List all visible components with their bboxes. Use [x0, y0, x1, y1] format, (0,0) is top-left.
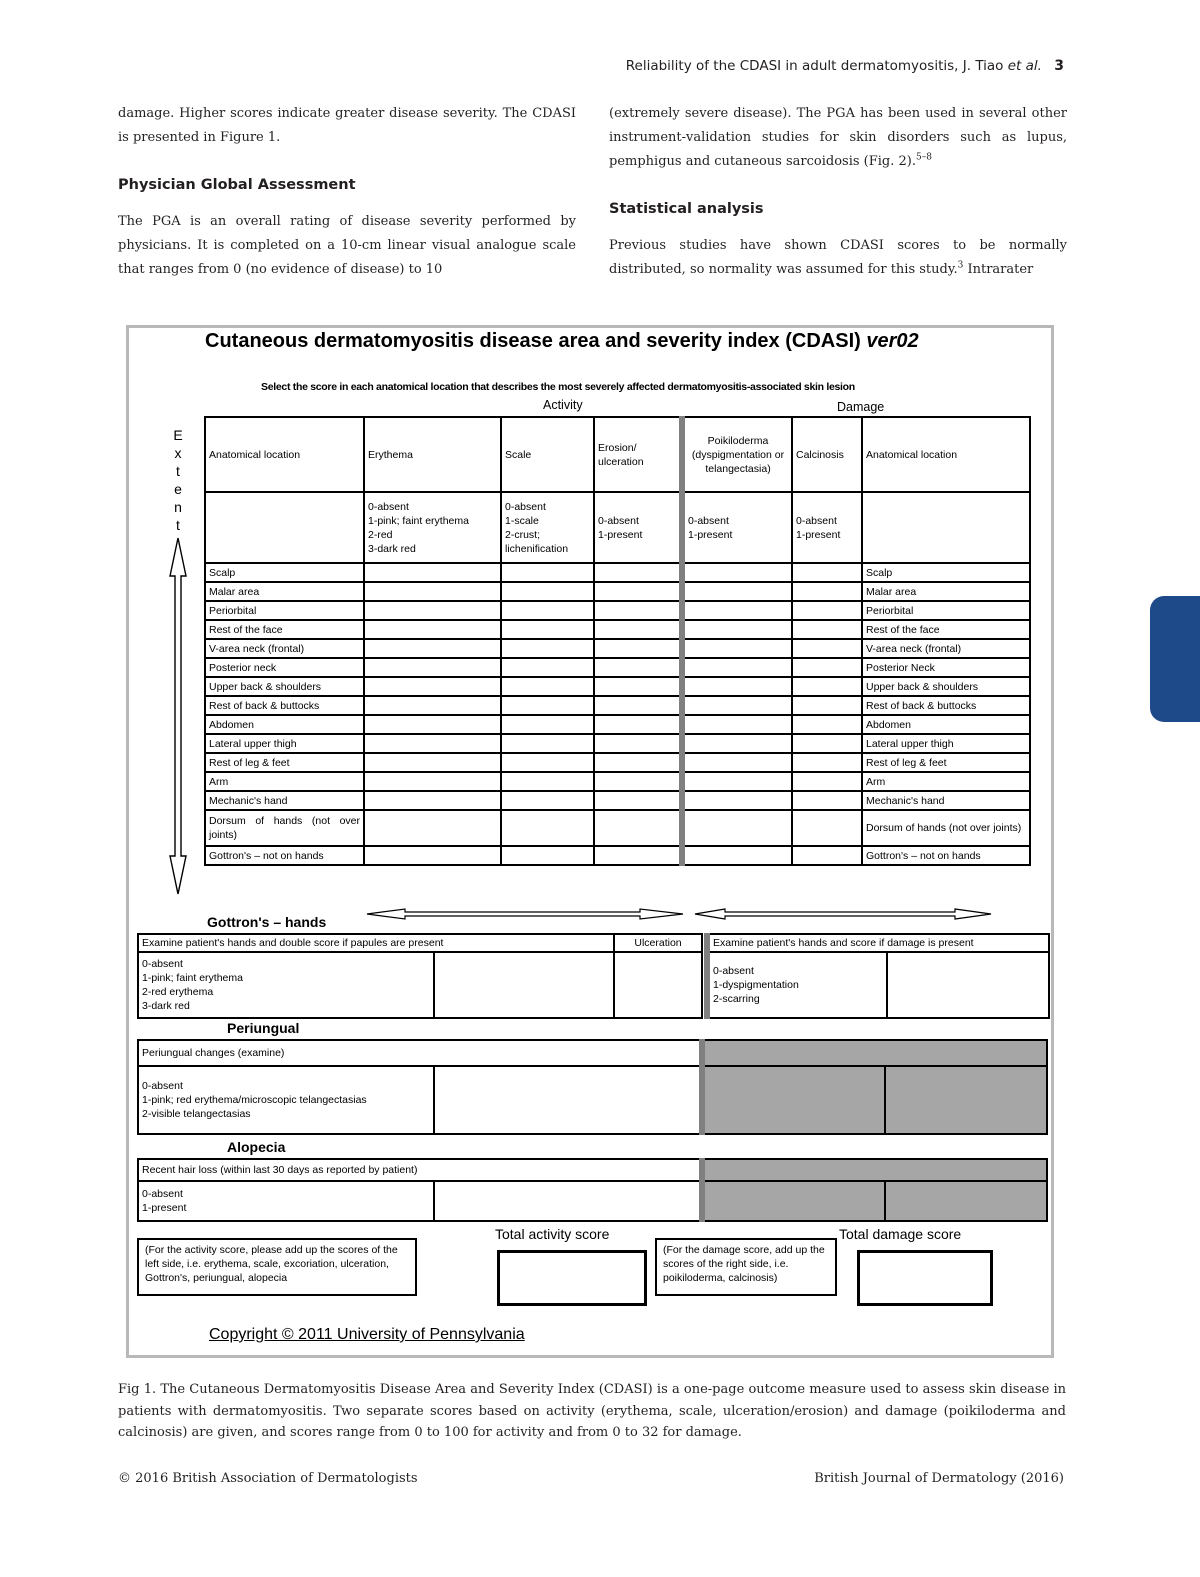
extent-arrow-icon [167, 536, 189, 896]
extent-letter: t [176, 517, 180, 533]
calcinosis-score-cell[interactable] [792, 639, 862, 658]
location-label-right: Lateral upper thigh [862, 734, 1030, 753]
erosion-scores [594, 492, 682, 563]
erythema-score-cell[interactable] [364, 791, 501, 810]
location-label-right: Gottron's – not on hands [862, 846, 1030, 865]
erythema-score-cell[interactable] [364, 846, 501, 865]
calcinosis-score-cell[interactable] [792, 620, 862, 639]
section-heading-statistical: Statistical analysis [609, 201, 764, 217]
header-erythema: Erythema [364, 417, 501, 492]
score-option: 1-pink; faint erythema [368, 514, 469, 527]
header-anatomical-location: Anatomical location [205, 417, 364, 492]
location-label: Abdomen [205, 715, 364, 734]
poikiloderma-score-cell[interactable] [682, 753, 792, 772]
location-label-right: Abdomen [862, 715, 1030, 734]
poikiloderma-score-cell[interactable] [682, 563, 792, 582]
calcinosis-score-cell[interactable] [792, 772, 862, 791]
figure-caption [118, 1379, 1066, 1444]
gottron-hands-title: Gottron's – hands [207, 914, 327, 930]
table-row [205, 791, 1030, 810]
score-option: 1-present [796, 528, 841, 541]
gottron-activity-table [137, 933, 703, 1019]
location-label: Upper back & shoulders [205, 677, 364, 696]
alopecia-gray-cell [702, 1181, 885, 1221]
poikiloderma-score-cell[interactable] [682, 715, 792, 734]
location-label-right: Rest of back & buttocks [862, 696, 1030, 715]
erosion-score-cell[interactable] [594, 601, 682, 620]
figure-title-version: ver02 [866, 330, 919, 352]
erosion-score-cell[interactable] [594, 753, 682, 772]
header-scale: Scale [501, 417, 594, 492]
score-option: 0-absent [142, 1080, 183, 1092]
erosion-score-cell[interactable] [594, 658, 682, 677]
gottron-damage-instruction: Examine patient's hands and score if damage is present [707, 934, 1049, 952]
calcinosis-score-cell[interactable] [792, 696, 862, 715]
right-paragraph-2 [609, 234, 1067, 282]
gottron-activity-scores [138, 952, 434, 1018]
location-label-right: Mechanic's hand [862, 791, 1030, 810]
erythema-score-cell[interactable] [364, 753, 501, 772]
calcinosis-score-cell[interactable] [792, 846, 862, 865]
location-label: Gottron's – not on hands [205, 846, 364, 865]
figure-subtitle: Select the score in each anatomical location that describes the most severely affected dermatomyositis-associated skin lesion [261, 381, 855, 393]
erosion-score-cell[interactable] [594, 696, 682, 715]
table-row [205, 753, 1030, 772]
erythema-score-cell[interactable] [364, 639, 501, 658]
score-option: 2-crust; [505, 528, 541, 541]
erythema-score-cell[interactable] [364, 658, 501, 677]
periungual-instruction: Periungual changes (examine) [138, 1040, 702, 1066]
alopecia-instruction: Recent hair loss (within last 30 days as reported by patient) [138, 1159, 702, 1181]
table-row [205, 639, 1030, 658]
scale-score-cell[interactable] [501, 846, 594, 865]
alopecia-table [137, 1158, 1048, 1222]
location-label: Periorbital [205, 601, 364, 620]
running-head [626, 58, 1064, 74]
copyright: Copyright © 2011 University of Pennsylvania [209, 1326, 525, 1343]
table-row [205, 658, 1030, 677]
calcinosis-score-cell[interactable] [792, 791, 862, 810]
scale-score-cell[interactable] [501, 620, 594, 639]
score-legend-row [205, 492, 1030, 563]
erosion-score-cell[interactable] [594, 582, 682, 601]
right-paragraph-1 [609, 102, 1067, 174]
header-anatomical-location-right: Anatomical location [862, 417, 1030, 492]
table-row [205, 620, 1030, 639]
calcinosis-score-cell[interactable] [792, 677, 862, 696]
poikiloderma-score-cell[interactable] [682, 601, 792, 620]
score-option: 0-absent [142, 1188, 183, 1200]
erosion-score-cell[interactable] [594, 677, 682, 696]
score-option: 1-present [688, 528, 733, 541]
erosion-score-cell[interactable] [594, 620, 682, 639]
calcinosis-score-cell[interactable] [792, 810, 862, 846]
header-row [205, 417, 1030, 492]
location-label-right: Upper back & shoulders [862, 677, 1030, 696]
erythema-score-cell[interactable] [364, 810, 501, 846]
location-label-right: Rest of the face [862, 620, 1030, 639]
calcinosis-score-cell[interactable] [792, 582, 862, 601]
left-column [118, 102, 576, 282]
score-option: 3-dark red [142, 1000, 190, 1012]
damage-score-note: (For the damage score, add up the scores of the right side, i.e. poikiloderma, calcinosis) [655, 1238, 837, 1296]
cdasi-figure [126, 325, 1054, 1358]
legend-empty [205, 492, 364, 563]
scale-score-cell[interactable] [501, 772, 594, 791]
extent-letter: e [174, 481, 182, 497]
calcinosis-score-cell[interactable] [792, 601, 862, 620]
score-option: 0-absent [142, 958, 183, 970]
score-option: 0-absent [688, 514, 729, 527]
running-head-etal: et al. [1007, 58, 1042, 74]
scale-score-cell[interactable] [501, 677, 594, 696]
scale-score-cell[interactable] [501, 639, 594, 658]
score-option: 1-present [598, 528, 643, 541]
location-label: Lateral upper thigh [205, 734, 364, 753]
column-connector-arrows-icon [365, 906, 995, 922]
section-side-tab [1150, 596, 1200, 722]
score-option: 0-absent [796, 514, 837, 527]
right-paragraph-1-text: (extremely severe disease). The PGA has been used in several other instrument-validation studies for skin disorders such as lupus, pemphigus and cutaneous sarcoidosis (Fig. 2). [609, 106, 1067, 169]
figure-title [205, 330, 919, 352]
erythema-score-cell[interactable] [364, 582, 501, 601]
cdasi-main-table [204, 416, 1031, 866]
footer-right: British Journal of Dermatology (2016) [814, 1471, 1064, 1486]
gottron-ulceration-cell[interactable] [614, 952, 702, 1018]
location-label: Mechanic's hand [205, 791, 364, 810]
score-option: lichenification [505, 542, 569, 555]
extent-letter: n [174, 499, 182, 515]
table-row [205, 563, 1030, 582]
gottron-damage-table [704, 933, 1050, 1019]
location-label: Rest of the face [205, 620, 364, 639]
right-paragraph-2-end: Intrarater [963, 262, 1034, 277]
page-number: 3 [1054, 58, 1064, 74]
ref-5-8: 5–8 [915, 152, 932, 163]
calcinosis-scores [792, 492, 862, 563]
ref-3: 3 [957, 260, 964, 271]
gottron-instruction: Examine patient's hands and double score if papules are present [138, 934, 614, 952]
location-label: Scalp [205, 563, 364, 582]
location-label: Arm [205, 772, 364, 791]
location-label-right: Rest of leg & feet [862, 753, 1030, 772]
poikiloderma-score-cell[interactable] [682, 772, 792, 791]
activity-score-note: (For the activity score, please add up the scores of the left side, i.e. erythema, scale, excoriation, ulceration, Gottron's, periungual, alopecia [137, 1238, 417, 1296]
scale-scores [501, 492, 594, 563]
table-row [205, 582, 1030, 601]
erosion-score-cell[interactable] [594, 734, 682, 753]
total-activity-label: Total activity score [495, 1226, 610, 1242]
extent-letter: t [176, 463, 180, 479]
activity-label: Activity [543, 398, 583, 412]
periungual-title: Periungual [227, 1020, 300, 1036]
damage-label: Damage [837, 400, 885, 414]
poikiloderma-score-cell[interactable] [682, 846, 792, 865]
score-option: 1-pink; red erythema/microscopic telangectasias [142, 1094, 367, 1106]
erosion-score-cell[interactable] [594, 563, 682, 582]
table-row [205, 734, 1030, 753]
calcinosis-score-cell[interactable] [792, 658, 862, 677]
score-option: 3-dark red [368, 542, 416, 555]
location-label-right: Scalp [862, 563, 1030, 582]
left-paragraph-2: The PGA is an overall rating of disease severity performed by physicians. It is completed on a 10-cm linear visual analogue scale that ranges from 0 (no evidence of disease) to 10 [118, 214, 576, 277]
score-option: 1-dyspigmentation [713, 979, 799, 991]
location-label-right: Malar area [862, 582, 1030, 601]
erythema-score-cell[interactable] [364, 715, 501, 734]
erythema-scores [364, 492, 501, 563]
calcinosis-score-cell[interactable] [792, 734, 862, 753]
erosion-score-cell[interactable] [594, 715, 682, 734]
scale-score-cell[interactable] [501, 582, 594, 601]
header-poikiloderma: Poikiloderma (dyspigmentation or telangectasia) [682, 417, 792, 492]
legend-empty-right [862, 492, 1030, 563]
erythema-score-cell[interactable] [364, 772, 501, 791]
poikiloderma-score-cell[interactable] [682, 677, 792, 696]
gottron-score-cell[interactable] [434, 952, 614, 1018]
location-label-right: V-area neck (frontal) [862, 639, 1030, 658]
right-column [609, 102, 1067, 282]
location-label-right: Periorbital [862, 601, 1030, 620]
scale-score-cell[interactable] [501, 753, 594, 772]
scale-score-cell[interactable] [501, 658, 594, 677]
location-label-right: Posterior Neck [862, 658, 1030, 677]
scale-score-cell[interactable] [501, 791, 594, 810]
footer-left: © 2016 British Association of Dermatologists [118, 1471, 418, 1486]
running-head-text: Reliability of the CDASI in adult dermatomyositis, J. Tiao [625, 58, 1004, 74]
alopecia-gray-cell [885, 1181, 1047, 1221]
periungual-score-cell[interactable] [434, 1066, 702, 1134]
scale-score-cell[interactable] [501, 715, 594, 734]
poikiloderma-score-cell[interactable] [682, 582, 792, 601]
erythema-score-cell[interactable] [364, 620, 501, 639]
calcinosis-score-cell[interactable] [792, 753, 862, 772]
extent-letter: E [173, 427, 183, 443]
erosion-score-cell[interactable] [594, 846, 682, 865]
poikiloderma-score-cell[interactable] [682, 658, 792, 677]
periungual-table [137, 1039, 1048, 1135]
score-option: 0-absent [368, 500, 409, 513]
scale-score-cell[interactable] [501, 734, 594, 753]
location-label: Rest of leg & feet [205, 753, 364, 772]
location-label-right: Dorsum of hands (not over joints) [862, 810, 1030, 846]
table-row [205, 846, 1030, 865]
calcinosis-score-cell[interactable] [792, 715, 862, 734]
poikiloderma-score-cell[interactable] [682, 696, 792, 715]
erythema-score-cell[interactable] [364, 677, 501, 696]
score-option: 0-absent [713, 965, 754, 977]
poikiloderma-score-cell[interactable] [682, 810, 792, 846]
section-heading-pga: Physician Global Assessment [118, 177, 356, 193]
extent-label [171, 426, 185, 534]
score-option: 1-pink; faint erythema [142, 972, 243, 984]
gottron-damage-cell[interactable] [887, 952, 1049, 1018]
erosion-score-cell[interactable] [594, 810, 682, 846]
location-label: Posterior neck [205, 658, 364, 677]
location-label-right: Arm [862, 772, 1030, 791]
erythema-score-cell[interactable] [364, 563, 501, 582]
location-label: Malar area [205, 582, 364, 601]
total-damage-label: Total damage score [839, 1226, 962, 1242]
total-activity-score-box[interactable] [497, 1250, 647, 1306]
periungual-gray-cell [885, 1066, 1047, 1134]
score-option: 1-scale [505, 514, 539, 527]
erosion-score-cell[interactable] [594, 639, 682, 658]
erythema-score-cell[interactable] [364, 696, 501, 715]
scale-score-cell[interactable] [501, 696, 594, 715]
poikiloderma-scores [682, 492, 792, 563]
table-row [205, 677, 1030, 696]
score-option: 2-red erythema [142, 986, 214, 998]
location-label: Rest of back & buttocks [205, 696, 364, 715]
alopecia-title: Alopecia [227, 1139, 286, 1155]
header-erosion: Erosion/ ulceration [594, 417, 682, 492]
caption-text: The Cutaneous Dermatomyositis Disease Area and Severity Index (CDASI) is a one-page outcome measure used to assess skin disease in patients with dermatomyositis. Two separate scores based on activity (erythema, scale, ulceration/erosion) and damage (poikiloderma and calcinosis) are given, and scores range from 0 to 100 for activity and from 0 to 32 for damage. [118, 1382, 1066, 1440]
right-paragraph-2-text: Previous studies have shown CDASI scores to be normally distributed, so normality was assumed for this study. [609, 238, 1067, 277]
poikiloderma-score-cell[interactable] [682, 620, 792, 639]
score-option: 2-scarring [713, 993, 760, 1005]
periungual-damage-blank [702, 1040, 1047, 1066]
poikiloderma-score-cell[interactable] [682, 734, 792, 753]
scale-score-cell[interactable] [501, 601, 594, 620]
scale-score-cell[interactable] [501, 563, 594, 582]
score-option: 0-absent [505, 500, 546, 513]
gottron-damage-scores [707, 952, 887, 1018]
score-option: 2-visible telangectasias [142, 1108, 251, 1120]
table-row [205, 772, 1030, 791]
score-option: 1-present [142, 1202, 187, 1214]
total-damage-score-box[interactable] [857, 1250, 993, 1306]
left-paragraph-1: damage. Higher scores indicate greater disease severity. The CDASI is presented in Figure 1. [118, 106, 576, 145]
header-calcinosis: Calcinosis [792, 417, 862, 492]
erythema-score-cell[interactable] [364, 601, 501, 620]
score-option: 0-absent [598, 514, 639, 527]
poikiloderma-score-cell[interactable] [682, 791, 792, 810]
table-row [205, 715, 1030, 734]
caption-label: Fig 1. [118, 1382, 157, 1397]
poikiloderma-score-cell[interactable] [682, 639, 792, 658]
location-label: Dorsum of hands (not over joints) [205, 810, 364, 846]
location-rows [205, 563, 1030, 865]
erosion-score-cell[interactable] [594, 791, 682, 810]
alopecia-score-cell[interactable] [434, 1181, 702, 1221]
erosion-score-cell[interactable] [594, 772, 682, 791]
table-row [205, 696, 1030, 715]
location-label: V-area neck (frontal) [205, 639, 364, 658]
scale-score-cell[interactable] [501, 810, 594, 846]
periungual-gray-cell [702, 1066, 885, 1134]
calcinosis-score-cell[interactable] [792, 563, 862, 582]
table-row [205, 601, 1030, 620]
score-option: 2-red [368, 528, 393, 541]
figure-title-text: Cutaneous dermatomyositis disease area and severity index (CDASI) [205, 330, 861, 352]
table-row [205, 810, 1030, 846]
periungual-scores [138, 1066, 434, 1134]
alopecia-damage-blank [702, 1159, 1047, 1181]
extent-letter: x [174, 445, 182, 461]
alopecia-scores [138, 1181, 434, 1221]
erythema-score-cell[interactable] [364, 734, 501, 753]
gottron-ulceration-header: Ulceration [614, 934, 702, 952]
